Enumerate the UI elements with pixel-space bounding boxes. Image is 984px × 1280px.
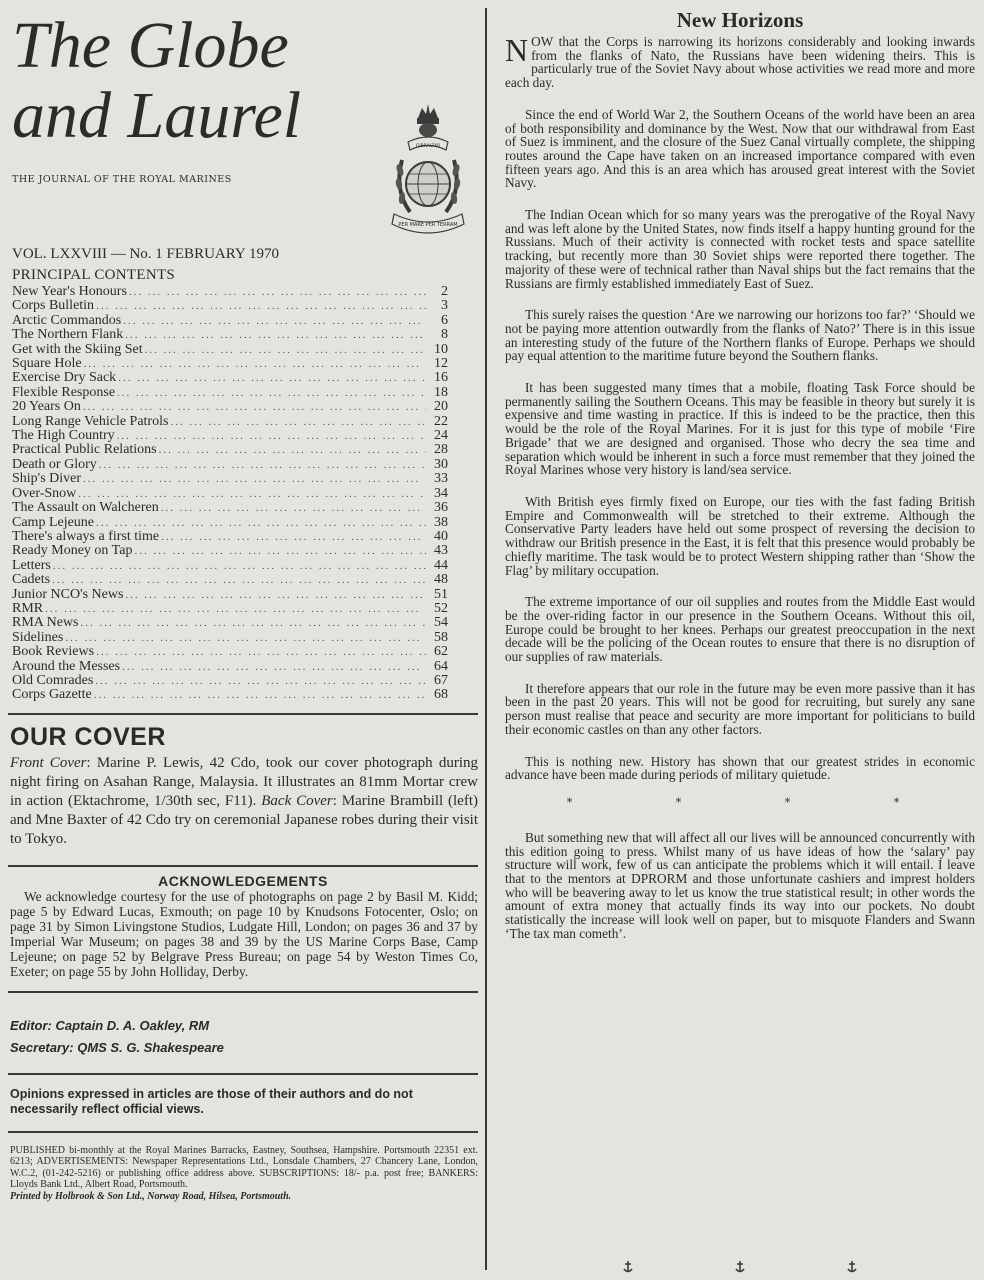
contents-entry: [12, 559, 448, 573]
acknowledgements-heading: ACKNOWLEDGEMENTS: [158, 872, 328, 889]
back-cover-label: Back Cover: [261, 792, 333, 809]
volume-line: VOL. LXXVIII — No. 1 FEBRUARY 1970: [12, 246, 279, 262]
contents-entry-leader: [159, 501, 426, 515]
contents-entry-page: 54: [434, 615, 448, 631]
contents-entry-title: RMR: [12, 600, 44, 616]
article-paragraph: Since the end of World War 2, the Southern Oceans of the world have been an area of both responsibility and dominance by the West. Now that our withdrawal from East of Suez is imminent, and the closure of the Suez Canal virtually complete, the shipping routes around the Cape have taken on an increased importance compared with even fifteen years ago. And this is an area which has aroused great interest with the Soviet Navy.: [505, 106, 975, 191]
contents-heading: PRINCIPAL CONTENTS: [12, 267, 176, 283]
article-heading: New Horizons: [676, 8, 804, 32]
contents-entry-title: New Year's Honours: [12, 284, 127, 299]
acknowledgements-text: We acknowledge courtesy for the use of photographs on page 2 by Basil M. Kidd; page 5 by Edward Lucas, Exmouth; on page 10 by Knudsons Fotocenter, Oslo; on page 31 by Simon Livingstone Studios, Ludgate Hill, London; on pages 36 and 37 by Imperial War Museum; on pages 38 and 39 by the US Marine Corps Base, Camp Lejeune; on page 52 by Belgrave Press Bureau; on page 54 by Weston Times Co, Exeter; on page 55 by John Holliday, Derby.: [10, 888, 478, 979]
journal-title-line1: The Globe: [12, 9, 289, 82]
crest-motto-text: PER MARE PER TERRAM: [398, 222, 458, 228]
article-paragraph: It has been suggested many times that a mobile, floating Task Force should be permanently sailing the Southern Oceans. This may be feasible in theory but surely it is expensive and time wasting in practice. If this is indeed to be the practice, then this would be the role of the Royal Marines. For it is just for this type of mobile ‘Fire Brigade’ that we are designed and organised. Those who decry the sea time and separation which would be inherent in such a force must remember that they joined the Royal Marines whose very history is land/sea service.: [505, 380, 975, 478]
contents-entry-title: Ready Money on Tap: [12, 543, 133, 559]
divider: [8, 991, 478, 993]
contents-entry: [12, 602, 448, 616]
contents-entry-title: Camp Lejeune: [12, 514, 95, 530]
contents-entry: [12, 645, 448, 659]
contents-entry: [12, 314, 448, 328]
contents-entry: [12, 573, 448, 587]
contents-entry-title: Get with the Skiing Set: [12, 341, 143, 357]
contents-entry: [12, 688, 448, 702]
contents-entry-title: Cadets: [12, 572, 51, 588]
article-paragraph: This surely raises the question ‘Are we narrowing our horizons too far?’ ‘Should we not be paying more attention outwardly from the flanks of Nato?’ There is in this issue an interesting study of the future of the Northern flanks of Europe. Perhaps we should pay equal attention to the maritime future beyond the Southern flanks.: [505, 307, 975, 364]
contents-entry-page: 58: [434, 629, 448, 645]
anchor-ornament-icon: [846, 1260, 858, 1274]
contents-entry-title: Junior NCO's News: [12, 586, 124, 602]
contents-entry-leader: [43, 602, 426, 616]
contents-entry-page: 8: [441, 327, 448, 343]
contents-entry-leader: [81, 472, 426, 486]
article-first-paragraph: [505, 32, 975, 91]
contents-entry-title: The Northern Flank: [12, 327, 124, 343]
article-paragraph: With British eyes firmly fixed on Europe, our ties with the fast fading British Empire and Commonwealth will be stretched to their extreme. Although the Conservative Party leaders have held out some prospect of reversing the decision to withdraw our British presence in the East, it is felt that this presence would probably be chiefly maritime. The task would be to protect Western shipping rather than ‘Show the Flag’ by military occupation.: [505, 493, 975, 578]
contents-entry-title: The High Country: [12, 428, 115, 444]
contents-entry-leader: [123, 328, 426, 342]
contents-entry-page: 36: [434, 500, 448, 516]
contents-entry-page: 52: [434, 600, 448, 616]
contents-entry-title: There's always a first time: [12, 528, 160, 544]
contents-entry-leader: [132, 544, 426, 558]
contents-entry-page: 3: [441, 298, 448, 314]
contents-entry: [12, 544, 448, 558]
contents-entry: [12, 343, 448, 357]
article-paragraph: This is nothing new. History has shown that our greatest strides in economic advance have been made during periods of military quietude.: [505, 753, 975, 783]
contents-entry-title: The Assault on Walcheren: [12, 500, 159, 516]
editor-credit: Editor: Captain D. A. Oakley, RM: [10, 1017, 210, 1033]
contents-entry-title: Flexible Response: [12, 384, 116, 400]
contents-entry-leader: [82, 357, 426, 371]
contents-entry-title: Death or Glory: [12, 456, 97, 472]
contents-entry-page: 48: [434, 572, 448, 588]
contents-entry: [12, 357, 448, 371]
contents-entry: [12, 516, 448, 530]
contents-entry-title: Corps Bulletin: [12, 298, 95, 314]
publishing-info: PUBLISHED bi-monthly at the Royal Marines Barracks, Eastney, Southsea, Hampshire. Portsmouth 22351 ext. 6213; ADVERTISEMENTS: Newspaper Representations Ltd., Lonsdale Chambers, 27 Chancery Lane, London, W.C.2, (01-242-5216) or publishing office address above. SUBSCRIPTIONS: 18/- p.a. post free; BANKERS: Lloyds Bank Ltd., Albert Road, Portsmouth.: [10, 1144, 478, 1191]
ornament-row: [505, 1260, 975, 1274]
contents-entry-title: Around the Messes: [12, 658, 121, 674]
front-cover-label: Front Cover: [10, 754, 87, 771]
contents-entry-title: Long Range Vehicle Patrols: [12, 413, 169, 429]
contents-entry-leader: [63, 631, 426, 645]
contents-entry-page: 12: [434, 356, 448, 372]
contents-entry-title: RMA News: [12, 615, 79, 631]
contents-entry-leader: [79, 616, 426, 630]
contents-entry-page: 6: [441, 312, 448, 328]
contents-entry-page: 2: [441, 284, 448, 299]
contents-entry: [12, 674, 448, 688]
contents-entry-page: 20: [434, 399, 448, 415]
contents-entry-leader: [168, 415, 426, 429]
contents-entry-title: Sidelines: [12, 629, 64, 645]
contents-entry-title: Practical Public Relations: [12, 442, 157, 458]
our-cover-heading: OUR COVER: [10, 722, 166, 751]
contents-entry-leader: [121, 314, 426, 328]
divider: [8, 713, 478, 715]
contents-entry: [12, 588, 448, 602]
article-closing-paragraph: But something new that will affect all our lives will be announced concurrently with this edition going to press. Whilst many of us have ideas of how the ‘salary’ pay structure will work, few of us can anticipate the problems which it will entail. I leave that to the mentors at DPRORM and those unfortunate cashiers and imprest holders who will be beavering away to let us know the true statistical result; in other words the amount of extra money that actually finds its way into our pockets. No doubt statistically the increase will look well on paper, but to misquote Flanders and Swann ‘The tax man cometh’.: [505, 829, 975, 941]
contents-entry-leader: [159, 530, 426, 544]
contents-entry-title: 20 Years On: [12, 399, 81, 415]
contents-entry-page: 43: [434, 543, 448, 559]
contents-entry: [12, 400, 448, 414]
contents-entry-leader: [94, 516, 426, 530]
contents-entry: [12, 415, 448, 429]
table-of-contents: [12, 285, 448, 703]
contents-entry-title: Old Comrades: [12, 672, 94, 688]
contents-entry-page: 34: [434, 485, 448, 501]
contents-entry-leader: [157, 443, 426, 457]
contents-entry-title: Ship's Diver: [12, 471, 82, 487]
contents-entry-leader: [97, 458, 426, 472]
section-separator: * * * *: [566, 795, 950, 809]
contents-entry-page: 51: [434, 586, 448, 602]
contents-entry-title: Arctic Commandos: [12, 312, 122, 328]
crest-scroll-text: GIBRALTAR: [415, 144, 441, 149]
contents-entry: [12, 386, 448, 400]
contents-entry-page: 44: [434, 557, 448, 573]
contents-entry-leader: [116, 371, 426, 385]
contents-entry: [12, 487, 448, 501]
contents-entry-leader: [92, 688, 426, 702]
contents-entry-page: 22: [434, 413, 448, 429]
globe-and-laurel-crest-icon: [380, 100, 476, 250]
column-divider: [485, 8, 487, 1270]
contents-entry-title: Letters: [12, 557, 51, 573]
left-column: [8, 8, 478, 1202]
contents-entry-title: Over-Snow: [12, 485, 77, 501]
article-body: [505, 108, 975, 782]
article-paragraph: The extreme importance of our oil supplies and routes from the Middle East would be the over-riding factor in our presence in the Southern Oceans. Without this oil, Europe could be brought to her knees. Perhaps our greatest preoccupation in the next decade will be the policing of the Ocean routes to ensure that there is no disruption of our supplies of raw materials.: [505, 594, 975, 665]
contents-entry-leader: [123, 588, 426, 602]
divider: [8, 1073, 478, 1075]
contents-entry-page: 38: [434, 514, 448, 530]
contents-entry-leader: [115, 386, 426, 400]
right-column: [505, 8, 975, 959]
contents-entry: [12, 660, 448, 674]
contents-entry-page: 62: [434, 644, 448, 660]
contents-entry-page: 24: [434, 428, 448, 444]
staff-credits: [10, 1015, 478, 1059]
printer-info: Printed by Holbrook & Son Ltd., Norway Road, Hilsea, Portsmouth.: [10, 1190, 292, 1202]
contents-entry-page: 68: [434, 687, 448, 703]
cover-description: [10, 754, 478, 849]
contents-entry-page: 33: [434, 471, 448, 487]
contents-entry-title: Exercise Dry Sack: [12, 370, 117, 386]
contents-entry-page: 67: [434, 672, 448, 688]
contents-entry-title: Square Hole: [12, 356, 82, 372]
contents-entry-page: 16: [434, 370, 448, 386]
contents-entry-leader: [127, 285, 426, 299]
contents-entry: [12, 285, 448, 299]
secretary-credit: Secretary: QMS S. G. Shakespeare: [10, 1039, 224, 1055]
contents-entry: [12, 631, 448, 645]
contents-entry-title: Book Reviews: [12, 644, 95, 660]
drop-cap: N: [505, 32, 529, 68]
journal-subtitle: THE JOURNAL OF THE ROYAL MARINES: [12, 174, 232, 185]
contents-entry-leader: [81, 400, 426, 414]
contents-entry-leader: [93, 674, 426, 688]
contents-entry-leader: [94, 299, 426, 313]
contents-entry-title: Corps Gazette: [12, 687, 92, 703]
contents-entry: [12, 328, 448, 342]
contents-entry-leader: [94, 645, 426, 659]
contents-entry-leader: [143, 343, 426, 357]
front-cover-text: : Marine P. Lewis, 42 Cdo, took our cover photograph during night firing on Asahan Range, Malaysia. It illustrates an 81mm Mortar crew in action (Ektachrome, 1/30th sec, F11).: [10, 754, 478, 809]
contents-entry: [12, 371, 448, 385]
contents-entry: [12, 443, 448, 457]
contents-entry: [12, 458, 448, 472]
contents-entry-leader: [50, 573, 426, 587]
anchor-ornament-icon: [622, 1260, 634, 1274]
contents-entry-page: 64: [434, 658, 448, 674]
contents-entry: [12, 616, 448, 630]
divider: [8, 865, 478, 867]
anchor-ornament-icon: [734, 1260, 746, 1274]
article-paragraph: The Indian Ocean which for so many years was the prerogative of the Royal Navy and was left alone by the United States, now finds itself a happy hunting ground for the Russians. Much of their activity is connected with rocket tests and space satellite tracking, but recently more than 30 Soviet ships were reported there together. The majority of these were of technical rather than Naval ships but the fact remains that the Russians are firmly established immediately East of Suez.: [505, 207, 975, 291]
contents-entry-page: 30: [434, 456, 448, 472]
contents-entry: [12, 299, 448, 313]
contents-entry: [12, 472, 448, 486]
back-cover-text: : Marine Brambill (left) and Mne Baxter of 42 Cdo try on ceremonial Japanese robes during their visit to Tokyo.: [10, 792, 478, 847]
contents-entry-leader: [115, 429, 426, 443]
contents-entry: [12, 429, 448, 443]
first-paragraph-text: OW that the Corps is narrowing its horizons considerably and looking inwards from the flanks of Nato, the Russians have been widening theirs. This is particularly true of the Soviet Navy about whose activities we read more and more each day.: [505, 34, 975, 91]
contents-entry-leader: [120, 660, 426, 674]
divider: [8, 1131, 478, 1133]
journal-title-line2: and Laurel: [12, 79, 302, 152]
contents-entry: [12, 501, 448, 515]
contents-entry-leader: [51, 559, 426, 573]
contents-entry-page: 28: [434, 442, 448, 458]
contents-entry-page: 40: [434, 528, 448, 544]
contents-entry-page: 10: [434, 341, 448, 357]
opinion-disclaimer: Opinions expressed in articles are those of their authors and do not necessarily reflect official views.: [10, 1086, 413, 1116]
contents-entry: [12, 530, 448, 544]
article-paragraph: It therefore appears that our role in the future may be even more passive than it has been in the past 20 years. This will not be good for recruiting, but surely any sane person must realise that peace and security are more important for politicians to build their economic castles on than any other factors.: [505, 680, 975, 737]
contents-entry-leader: [76, 487, 426, 501]
masthead: [8, 9, 478, 244]
contents-entry-page: 18: [434, 384, 448, 400]
